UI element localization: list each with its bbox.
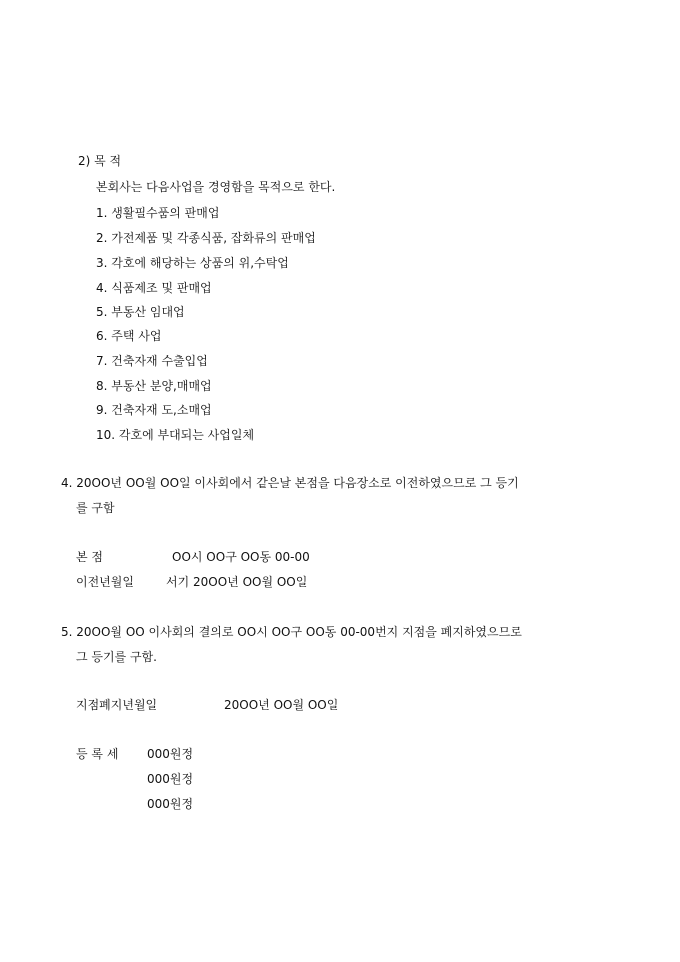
- registration-tax-amount: 000원정: [147, 797, 194, 811]
- purpose-item: 5. 부동산 임대업: [96, 305, 185, 319]
- purpose-item: 8. 부동산 분양,매매업: [96, 379, 212, 393]
- purpose-item: 9. 건축자재 도,소매업: [96, 403, 212, 417]
- branch-closure-date-value: 20OO년 OO월 OO일: [224, 698, 339, 712]
- section4-paragraph-line1: 4. 20OO년 OO월 OO일 이사회에서 같은날 본점을 다음장소로 이전하였으므로 그 등기: [61, 476, 519, 490]
- section5-paragraph-line2: 그 등기를 구함.: [76, 650, 157, 664]
- registration-tax-label: 등 록 세: [76, 747, 119, 761]
- relocation-date-label: 이전년월일: [76, 575, 134, 589]
- purpose-item: 1. 생활필수품의 판매업: [96, 206, 220, 220]
- registration-tax-amount: 000원정: [147, 747, 194, 761]
- registration-tax-row: [76, 746, 193, 762]
- section2-heading: 2) 목 적: [78, 154, 122, 168]
- section4-paragraph-line2: 를 구함: [76, 501, 115, 515]
- section5-paragraph-line1: 5. 20OO월 OO 이사회의 결의로 OO시 OO구 OO동 00-00번지 지점을 폐지하였으므로: [61, 625, 522, 639]
- branch-closure-date-label: 지점폐지년월일: [76, 698, 158, 712]
- purpose-item: 10. 각호에 부대되는 사업일체: [96, 428, 255, 442]
- head-office-label: 본 점: [76, 550, 103, 564]
- purpose-item: 7. 건축자재 수출입업: [96, 354, 208, 368]
- head-office-address: OO시 OO구 OO동 00-00: [172, 550, 310, 564]
- registration-tax-amount: 000원정: [147, 772, 194, 786]
- relocation-date-value: 서기 20OO년 OO월 OO일: [166, 575, 308, 589]
- head-office-address-row: [76, 549, 310, 565]
- purpose-item: 6. 주택 사업: [96, 329, 162, 343]
- branch-closure-date-row: [76, 697, 338, 713]
- purpose-item: 3. 각호에 해당하는 상품의 위,수탁업: [96, 256, 289, 270]
- section2-intro: 본회사는 다음사업을 경영함을 목적으로 한다.: [96, 180, 336, 194]
- purpose-item: 2. 가전제품 및 각종식품, 잡화류의 판매업: [96, 231, 316, 245]
- relocation-date-row: [76, 574, 307, 590]
- purpose-item: 4. 식품제조 및 판매업: [96, 281, 212, 295]
